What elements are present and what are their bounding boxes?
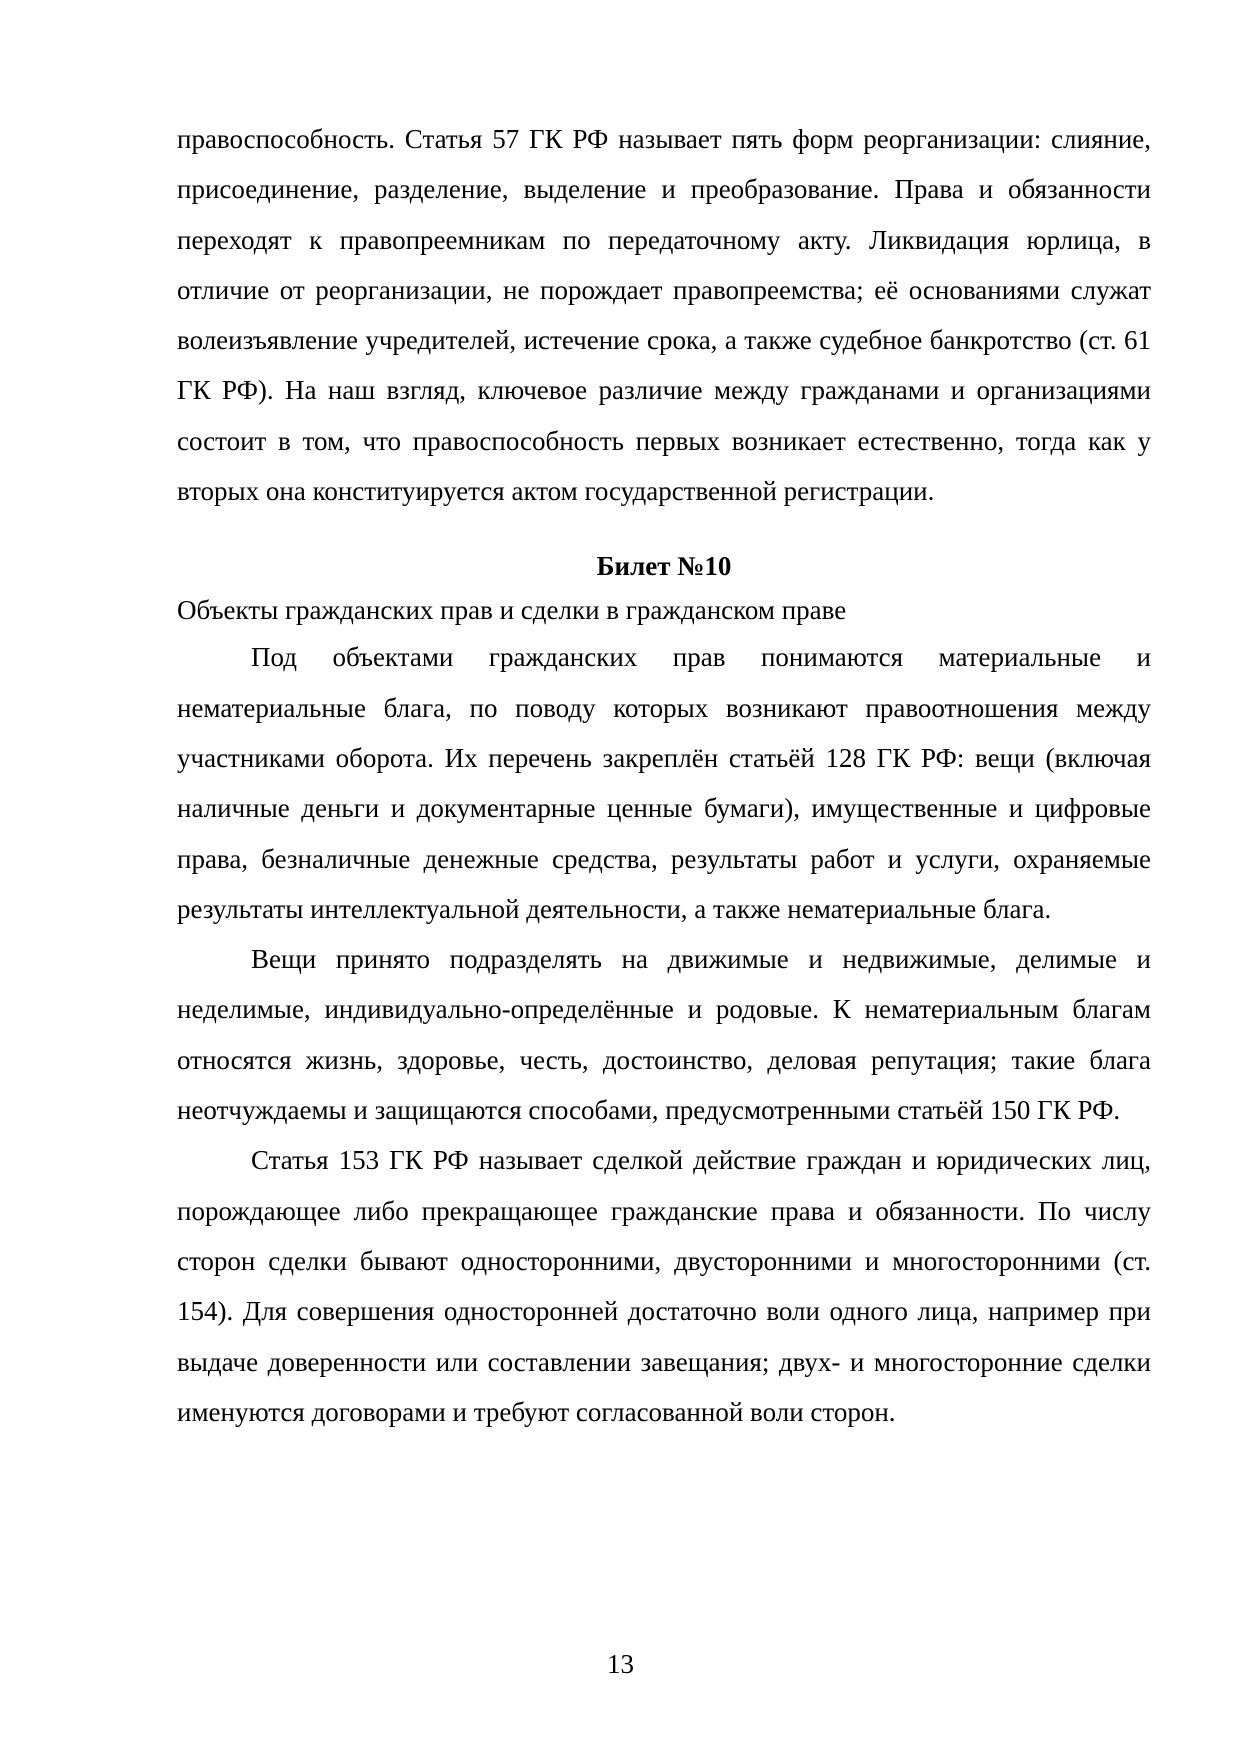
page-number: 13: [607, 1649, 634, 1679]
body-paragraph: Под объектами гражданских прав понимаются материальные и нематериальные блага, по поводу которых возникают правоотношения между участниками оборота. Их перечень закреплён статьёй 128 ГК РФ: вещи (включая наличные деньги и документарные ценные бумаги), имущественные и цифровые права, безналичные денежные средства, результаты работ и услуги, охраняемые результаты интеллектуальной деятельности, а также нематериальные блага.: [177, 642, 1151, 924]
section-heading: Билет №10: [596, 551, 732, 582]
body-paragraph: Статья 153 ГК РФ называет сделкой действие граждан и юридических лиц, порождающее либо прекращающее гражданские права и обязанности. По числу сторон сделки бывают односторонними, двусторонними и многосторонними (ст. 154). Для совершения односторонней достаточно воли одного лица, например при выдаче доверенности или составлении завещания; двух- и многосторонние сделки именуются договорами и требуют согласованной воли сторон.: [177, 1145, 1151, 1427]
page-content: [177, 114, 1151, 1437]
section-subtitle: Объекты гражданских прав и сделки в гражданском праве: [177, 595, 847, 626]
body-paragraph: Вещи принято подразделять на движимые и недвижимые, делимые и неделимые, индивидуально-определённые и родовые. К нематериальным благам относятся жизнь, здоровье, честь, достоинство, деловая репутация; такие блага неотчуждаемы и защищаются способами, предусмотренными статьёй 150 ГК РФ.: [177, 944, 1151, 1126]
intro-paragraph: правоспособность. Статья 57 ГК РФ называет пять форм реорганизации: слияние, присоединение, разделение, выделение и преобразование. Права и обязанности переходят к правопреемникам по передаточному акту. Ликвидация юрлица, в отличие от реорганизации, не порождает правопреемства; её основаниями служат волеизъявление учредителей, истечение срока, а также судебное банкротство (ст. 61 ГК РФ). На наш взгляд, ключевое различие между гражданами и организациями состоит в том, что правоспособность первых возникает естественно, тогда как у вторых она конституируется актом государственной регистрации.: [177, 124, 1151, 507]
